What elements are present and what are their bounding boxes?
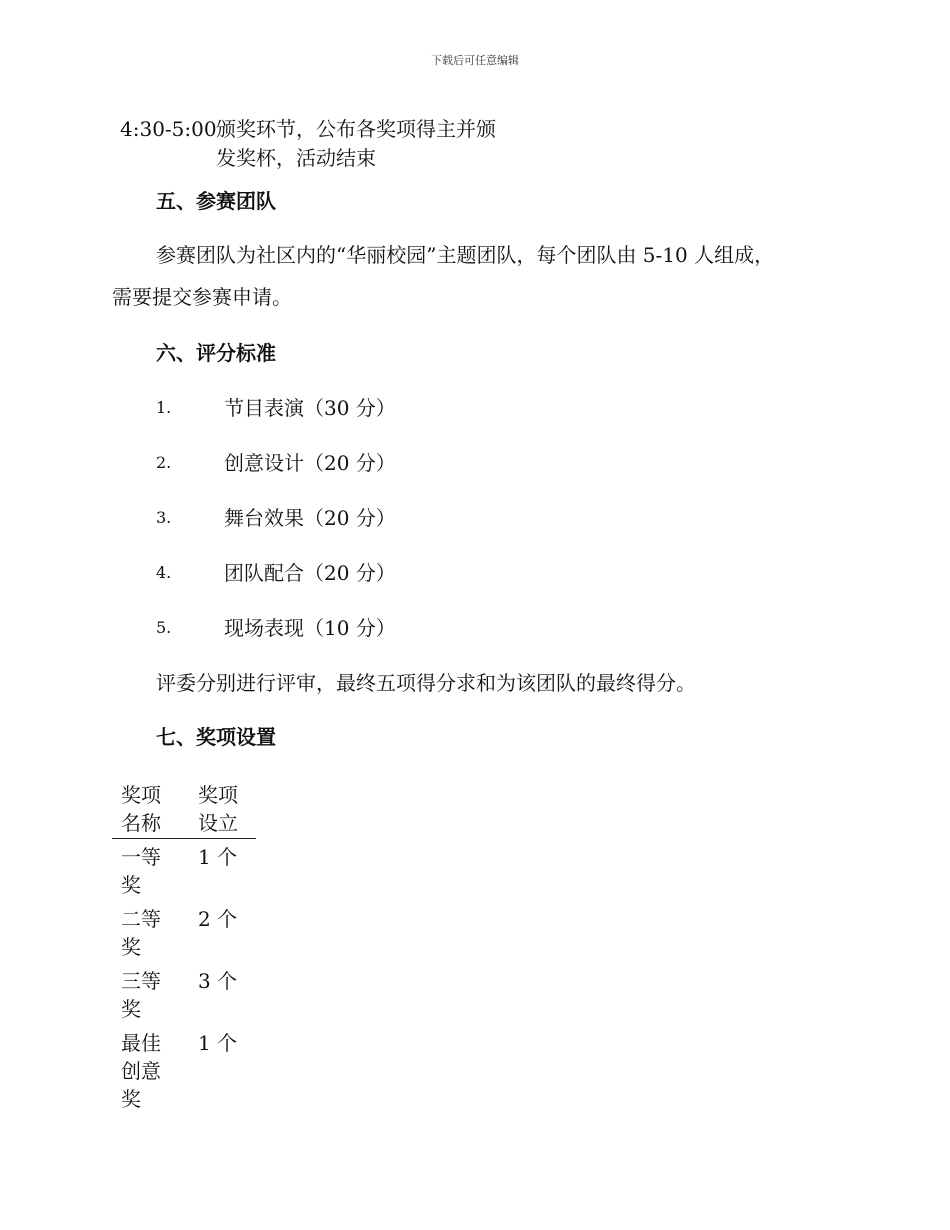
table-cell-award-name: 奖	[121, 997, 141, 1021]
table-header-cell: 奖项	[198, 783, 238, 807]
table-cell-award-name: 三等	[121, 969, 161, 993]
table-cell-award-count: 3 个	[198, 969, 238, 993]
table-cell-award-name: 奖	[121, 1087, 141, 1111]
schedule-time: 4:30-5:00	[120, 117, 217, 141]
section-5-paragraph-line1: 参赛团队为社区内的“华丽校园”主题团队，每个团队由 5-10 人组成，	[156, 243, 775, 267]
table-cell-award-name: 二等	[121, 907, 161, 931]
list-item: 创意设计（20 分）	[224, 451, 396, 475]
section-6-title: 六、评分标准	[156, 341, 276, 365]
section-5-paragraph-line2: 需要提交参赛申请。	[112, 285, 292, 309]
table-cell-award-name: 奖	[121, 935, 141, 959]
table-cell-award-name: 最佳	[121, 1031, 161, 1055]
schedule-desc-line2: 发奖杯，活动结束	[216, 146, 376, 170]
list-item-number: 4.	[156, 563, 172, 582]
list-item: 节目表演（30 分）	[224, 396, 396, 420]
list-item-number: 3.	[156, 508, 172, 527]
table-cell-award-name: 创意	[121, 1059, 161, 1083]
table-header-cell: 名称	[121, 811, 161, 835]
list-item-number: 1.	[156, 398, 172, 417]
list-item: 现场表现（10 分）	[224, 616, 396, 640]
section-5-title: 五、参赛团队	[156, 189, 276, 213]
table-cell-award-name: 奖	[121, 873, 141, 897]
table-header-cell: 奖项	[121, 783, 161, 807]
scoring-note: 评委分别进行评审，最终五项得分求和为该团队的最终得分。	[156, 671, 696, 695]
table-cell-award-name: 一等	[121, 845, 161, 869]
list-item: 团队配合（20 分）	[224, 561, 396, 585]
section-7-title: 七、奖项设置	[156, 725, 276, 749]
table-header-divider	[112, 838, 256, 839]
list-item: 舞台效果（20 分）	[224, 506, 396, 530]
schedule-desc-line1: 颁奖环节，公布各奖项得主并颁	[216, 117, 496, 141]
list-item-number: 2.	[156, 453, 172, 472]
table-cell-award-count: 2 个	[198, 907, 238, 931]
page-header: 下载后可任意编辑	[431, 54, 519, 67]
table-cell-award-count: 1 个	[198, 1031, 238, 1055]
list-item-number: 5.	[156, 618, 172, 637]
table-header-cell: 设立	[198, 811, 238, 835]
table-cell-award-count: 1 个	[198, 845, 238, 869]
